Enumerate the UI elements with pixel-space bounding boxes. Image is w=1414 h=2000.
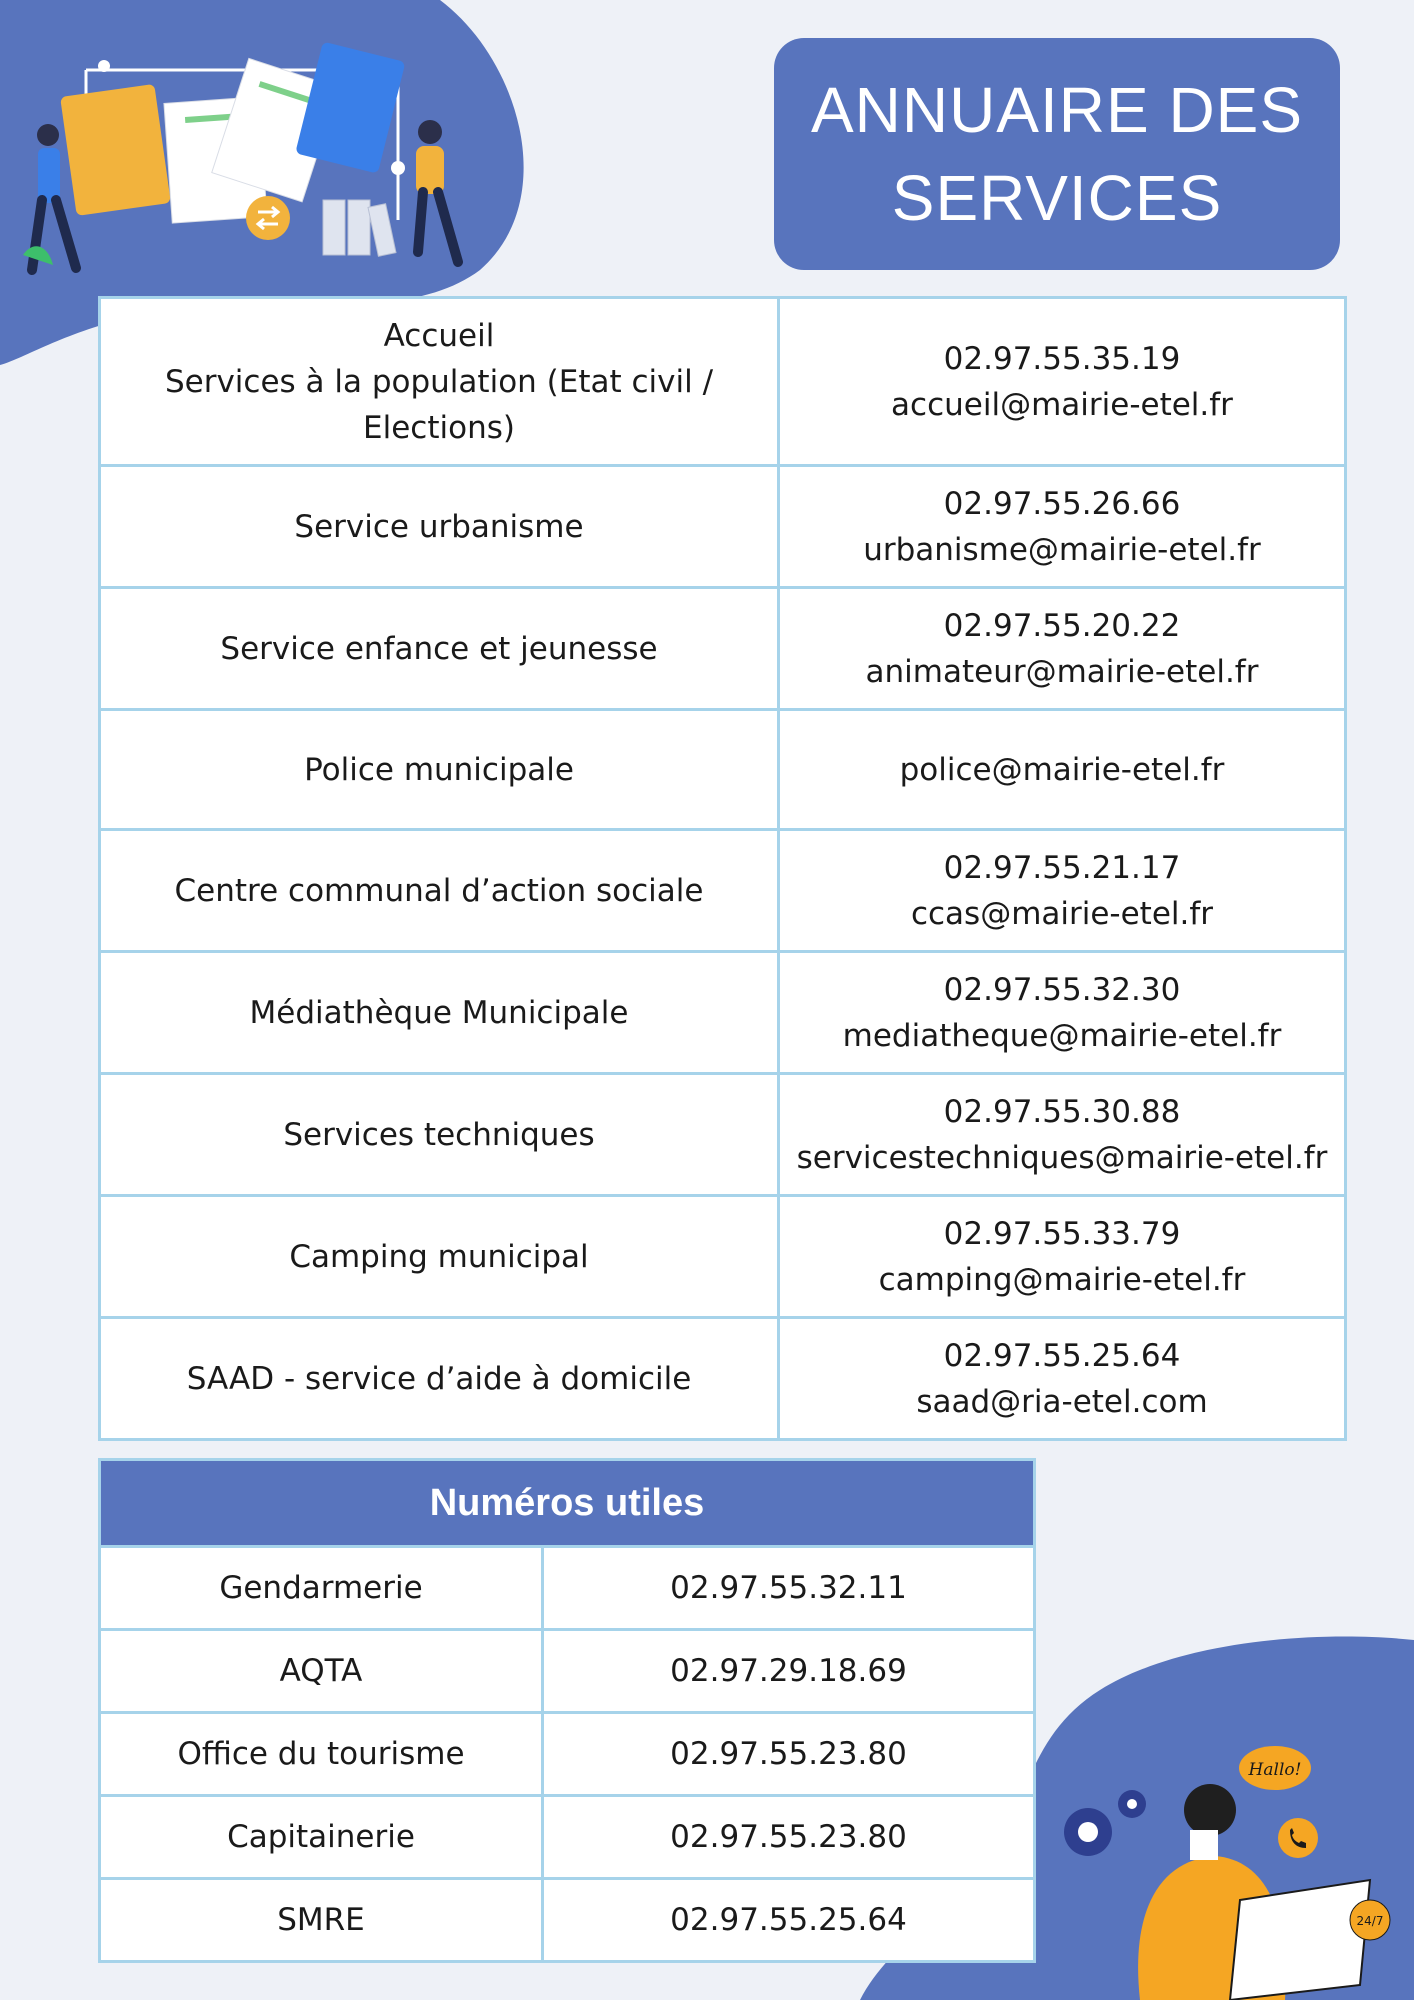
service-name: Service urbanisme bbox=[294, 508, 584, 545]
useful-number-name: SMRE bbox=[100, 1879, 543, 1962]
service-email[interactable]: camping@mairie-etel.fr bbox=[878, 1261, 1246, 1298]
service-row bbox=[100, 1196, 1346, 1318]
useful-number-row bbox=[100, 1547, 1035, 1630]
service-contact-cell bbox=[779, 952, 1346, 1074]
speech-bubble-text: Hallo! bbox=[1248, 1760, 1302, 1780]
service-phone: 02.97.55.26.66 bbox=[943, 485, 1181, 522]
useful-number-phone: 02.97.29.18.69 bbox=[543, 1630, 1035, 1713]
service-name: Accueil bbox=[383, 317, 495, 354]
service-name: Services techniques bbox=[283, 1116, 595, 1153]
page-title-text: ANNUAIRE DES SERVICES bbox=[810, 74, 1304, 234]
service-name-cell bbox=[100, 1318, 779, 1440]
service-contact-cell bbox=[779, 830, 1346, 952]
useful-number-name: Office du tourisme bbox=[100, 1713, 543, 1796]
service-name: Elections) bbox=[363, 409, 515, 446]
service-email[interactable]: saad@ria-etel.com bbox=[916, 1383, 1208, 1420]
speech-bubble-icon bbox=[1239, 1746, 1311, 1790]
service-phone: 02.97.55.21.17 bbox=[943, 849, 1181, 886]
service-name-cell bbox=[100, 298, 779, 466]
page-title bbox=[774, 38, 1340, 270]
useful-number-row bbox=[100, 1796, 1035, 1879]
availability-badge-text: 24/7 bbox=[1356, 1914, 1384, 1928]
useful-number-name: AQTA bbox=[100, 1630, 543, 1713]
service-contact-cell bbox=[779, 710, 1346, 830]
service-phone: 02.97.55.32.30 bbox=[943, 971, 1181, 1008]
service-name: Camping municipal bbox=[289, 1238, 589, 1275]
service-contact-cell bbox=[779, 1074, 1346, 1196]
service-phone: 02.97.55.35.19 bbox=[943, 340, 1181, 377]
service-row bbox=[100, 952, 1346, 1074]
laptop-icon bbox=[1230, 1880, 1370, 2000]
service-name-cell bbox=[100, 952, 779, 1074]
service-name: Police municipale bbox=[304, 751, 574, 788]
service-row bbox=[100, 298, 1346, 466]
service-row bbox=[100, 466, 1346, 588]
service-name-cell bbox=[100, 588, 779, 710]
service-row bbox=[100, 1318, 1346, 1440]
useful-number-phone: 02.97.55.23.80 bbox=[543, 1796, 1035, 1879]
service-contact-cell bbox=[779, 1196, 1346, 1318]
service-phone: 02.97.55.20.22 bbox=[943, 607, 1181, 644]
service-email[interactable]: accueil@mairie-etel.fr bbox=[891, 386, 1233, 423]
blue-folder-icon bbox=[295, 42, 405, 174]
service-name: Centre communal d’action sociale bbox=[174, 872, 704, 909]
service-contact-cell bbox=[779, 298, 1346, 466]
availability-badge bbox=[1350, 1900, 1390, 1940]
useful-number-row bbox=[100, 1879, 1035, 1962]
useful-number-row bbox=[100, 1630, 1035, 1713]
service-name-cell bbox=[100, 830, 779, 952]
service-phone: 02.97.55.25.64 bbox=[943, 1337, 1181, 1374]
service-name: Services à la population (Etat civil / bbox=[164, 363, 714, 400]
useful-number-name: Capitainerie bbox=[100, 1796, 543, 1879]
support-agent-illustration bbox=[1040, 1730, 1400, 2000]
useful-numbers-heading: Numéros utiles bbox=[100, 1460, 1035, 1547]
service-name-cell bbox=[100, 710, 779, 830]
service-phone: 02.97.55.33.79 bbox=[943, 1215, 1181, 1252]
useful-number-row bbox=[100, 1713, 1035, 1796]
service-email[interactable]: ccas@mairie-etel.fr bbox=[910, 895, 1214, 932]
service-name: SAAD - service d’aide à domicile bbox=[186, 1360, 692, 1397]
service-email[interactable]: mediatheque@mairie-etel.fr bbox=[842, 1017, 1282, 1054]
service-name-cell bbox=[100, 1074, 779, 1196]
service-email[interactable]: animateur@mairie-etel.fr bbox=[865, 653, 1259, 690]
service-phone: 02.97.55.30.88 bbox=[943, 1093, 1181, 1130]
service-name-cell bbox=[100, 466, 779, 588]
service-email[interactable]: servicestechniques@mairie-etel.fr bbox=[796, 1139, 1328, 1176]
useful-number-name: Gendarmerie bbox=[100, 1547, 543, 1630]
service-contact-cell bbox=[779, 466, 1346, 588]
service-contact-cell bbox=[779, 588, 1346, 710]
useful-numbers-table bbox=[98, 1458, 1036, 1963]
service-email[interactable]: urbanisme@mairie-etel.fr bbox=[863, 531, 1261, 568]
person-right-icon bbox=[416, 120, 458, 262]
service-row bbox=[100, 1074, 1346, 1196]
documents-illustration bbox=[18, 40, 478, 280]
service-email[interactable]: police@mairie-etel.fr bbox=[899, 751, 1225, 788]
services-directory-table bbox=[98, 296, 1347, 1441]
useful-number-phone: 02.97.55.32.11 bbox=[543, 1547, 1035, 1630]
service-contact-cell bbox=[779, 1318, 1346, 1440]
gear-icon bbox=[1064, 1790, 1146, 1856]
service-name: Médiathèque Municipale bbox=[249, 994, 629, 1031]
service-name-cell bbox=[100, 1196, 779, 1318]
service-name: Service enfance et jeunesse bbox=[220, 630, 658, 667]
service-row bbox=[100, 830, 1346, 952]
phone-icon bbox=[1278, 1818, 1318, 1858]
useful-number-phone: 02.97.55.25.64 bbox=[543, 1879, 1035, 1962]
yellow-folder-icon bbox=[60, 84, 171, 216]
service-row bbox=[100, 710, 1346, 830]
service-row bbox=[100, 588, 1346, 710]
useful-number-phone: 02.97.55.23.80 bbox=[543, 1713, 1035, 1796]
